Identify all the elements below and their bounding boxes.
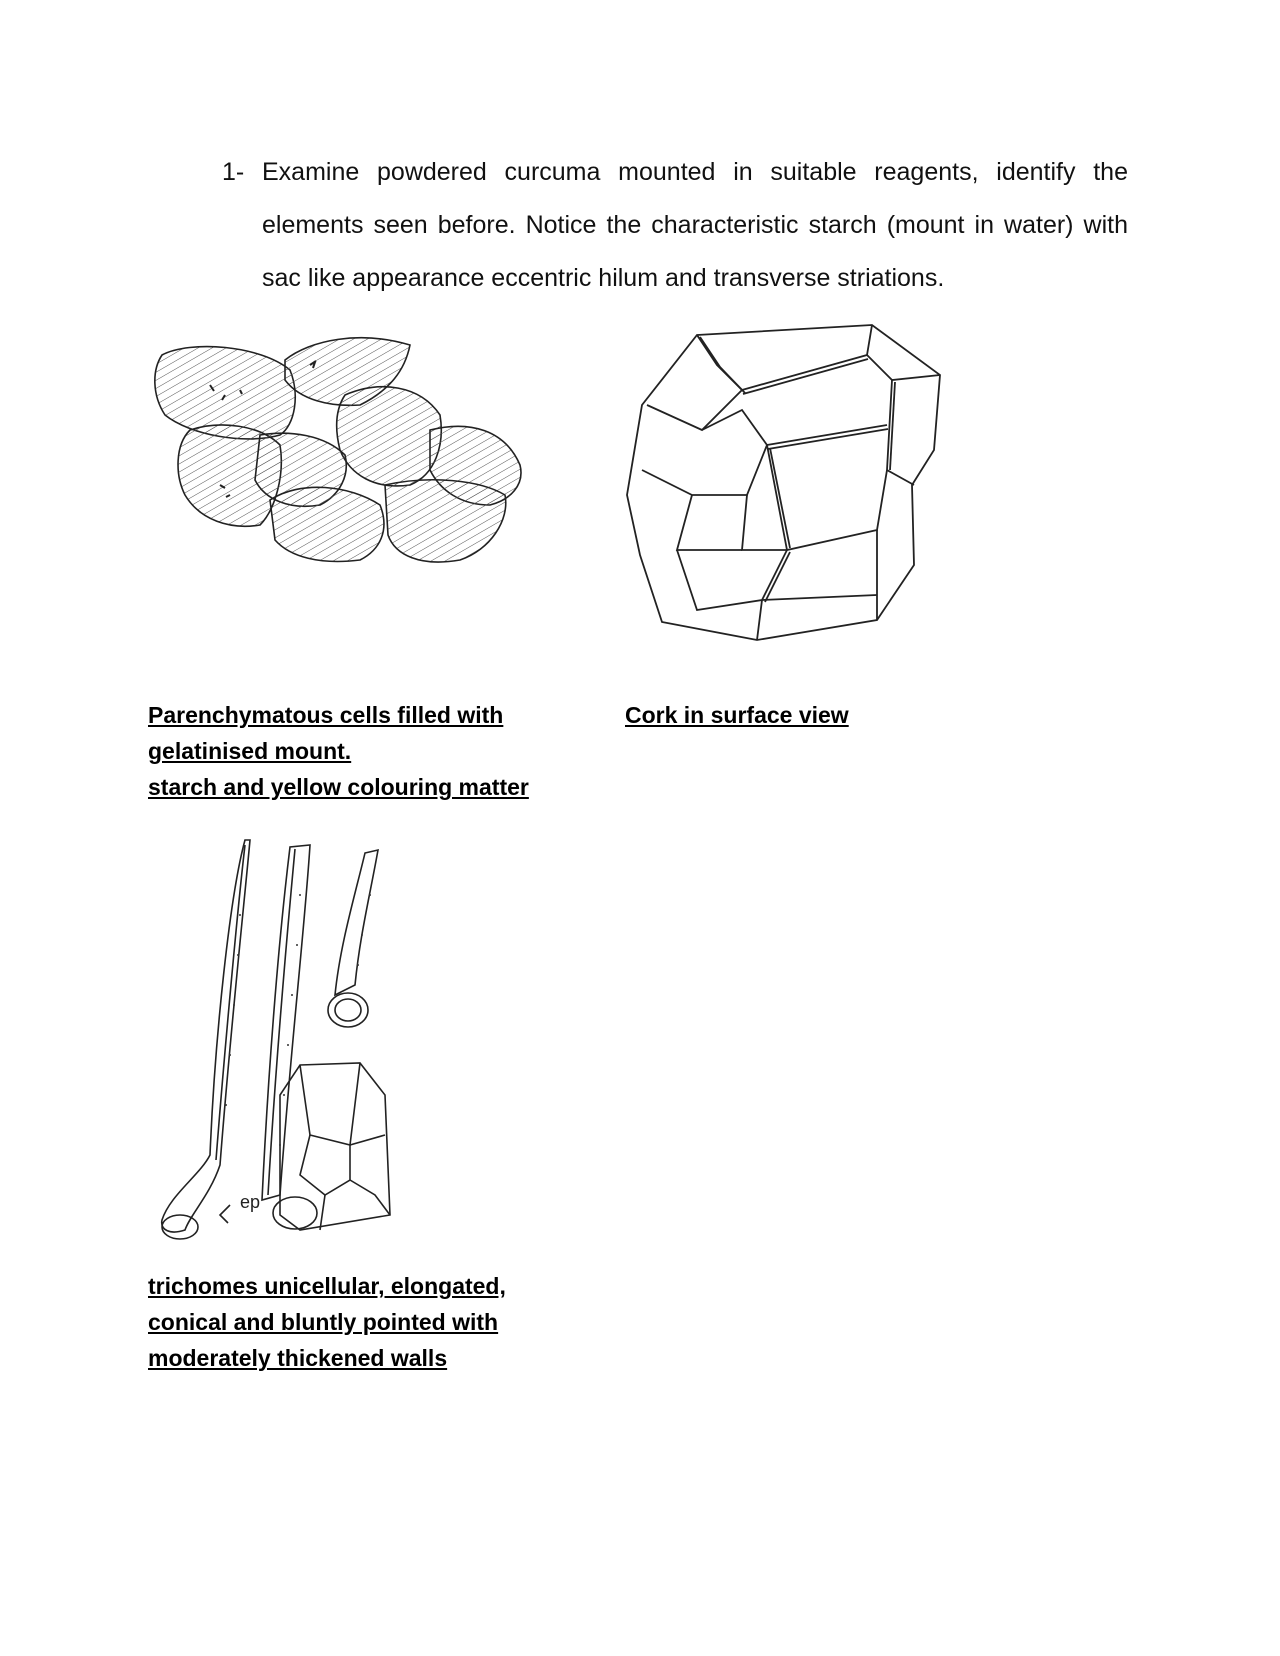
cork-caption-line-1: Cork in surface view [625,702,849,728]
trichomes-caption-line-3: moderately thickened walls [148,1345,448,1371]
cork-caption [625,697,849,733]
trichomes-caption [148,1268,506,1376]
trichomes-drawing-icon [150,835,410,1245]
parenchyma-caption-line-2: gelatinised mount. [148,738,352,764]
instruction-paragraph [222,146,1128,305]
parenchyma-caption [148,697,529,805]
parenchyma-caption-line-1: Parenchymatous cells filled with [148,702,504,728]
instruction-number: 1- [222,158,245,186]
instruction-text: Examine powdered curcuma mounted in suitable reagents, identify the elements seen before. Notice the characteristic starch (mount in water) with sac like appearance eccentric hilum and transverse striations. [262,158,1128,292]
trichome-ep-label: ep [240,1192,261,1212]
trichomes-caption-line-2: conical and bluntly pointed with [148,1309,499,1335]
parenchyma-cells-drawing-icon [150,335,560,585]
trichomes-caption-line-1: trichomes unicellular, elongated, [148,1273,506,1299]
cork-surface-drawing-icon [622,320,952,650]
parenchyma-caption-line-3: starch and yellow colouring matter [148,774,529,800]
